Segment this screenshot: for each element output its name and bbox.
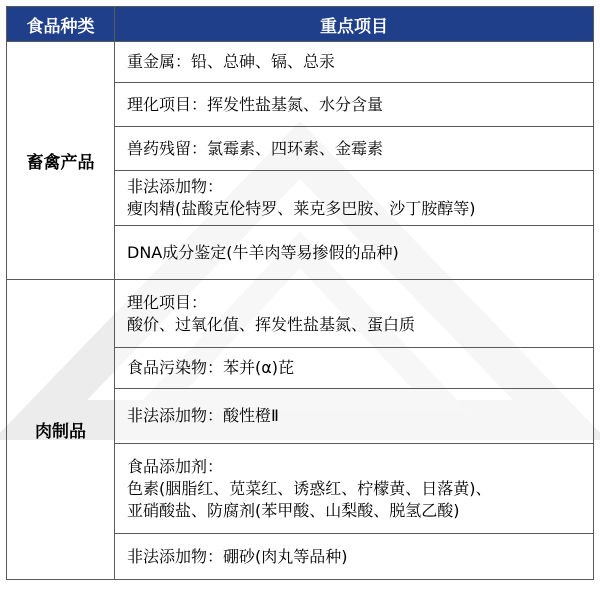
item-line: 非法添加物：酸性橙Ⅱ: [127, 406, 279, 425]
table-row: [7, 42, 594, 83]
inspection-items-table: [6, 6, 594, 580]
item-line: 色素(胭脂红、苋菜红、诱惑红、柠檬黄、日落黄)、: [127, 478, 492, 498]
item-cell: [115, 83, 594, 127]
item-line: 亚硝酸盐、防腐剂(苯甲酸、山梨酸、脱氢乙酸): [127, 500, 460, 520]
item-line: 酸价、过氧化值、挥发性盐基氮、蛋白质: [127, 314, 416, 334]
table-header-row: [7, 7, 594, 42]
header-category: 食品种类: [7, 7, 115, 42]
item-cell: [115, 348, 594, 389]
item-line: DNA成分鉴定(牛羊肉等易掺假的品种): [127, 242, 399, 262]
category-cell: 肉制品: [7, 280, 115, 580]
item-cell: [115, 280, 594, 348]
header-items: 重点项目: [115, 7, 594, 42]
item-line: 非法添加物：: [127, 177, 224, 196]
item-line: 非法添加物：硼砂(肉丸等品种): [127, 546, 348, 566]
item-line: 理化项目：: [127, 292, 208, 312]
item-cell: [115, 42, 594, 83]
item-line: 食品污染物：苯并(α)芘: [127, 358, 295, 377]
item-cell: [115, 127, 594, 171]
item-line: 重金属：铅、总砷、镉、总汞: [127, 52, 336, 71]
item-cell: [115, 444, 594, 534]
item-cell: [115, 226, 594, 280]
item-line: 兽药残留：氯霉素、四环素、金霉素: [127, 138, 384, 158]
item-line: 瘦肉精(盐酸克伦特罗、莱克多巴胺、沙丁胺醇等): [127, 199, 476, 218]
category-cell: 畜禽产品: [7, 42, 115, 280]
item-line: 食品添加剂：: [127, 456, 224, 476]
table-row: [7, 280, 594, 348]
item-line: 理化项目：挥发性盐基氮、水分含量: [127, 94, 384, 114]
item-cell: [115, 171, 594, 226]
item-cell: [115, 389, 594, 444]
item-cell: [115, 534, 594, 580]
